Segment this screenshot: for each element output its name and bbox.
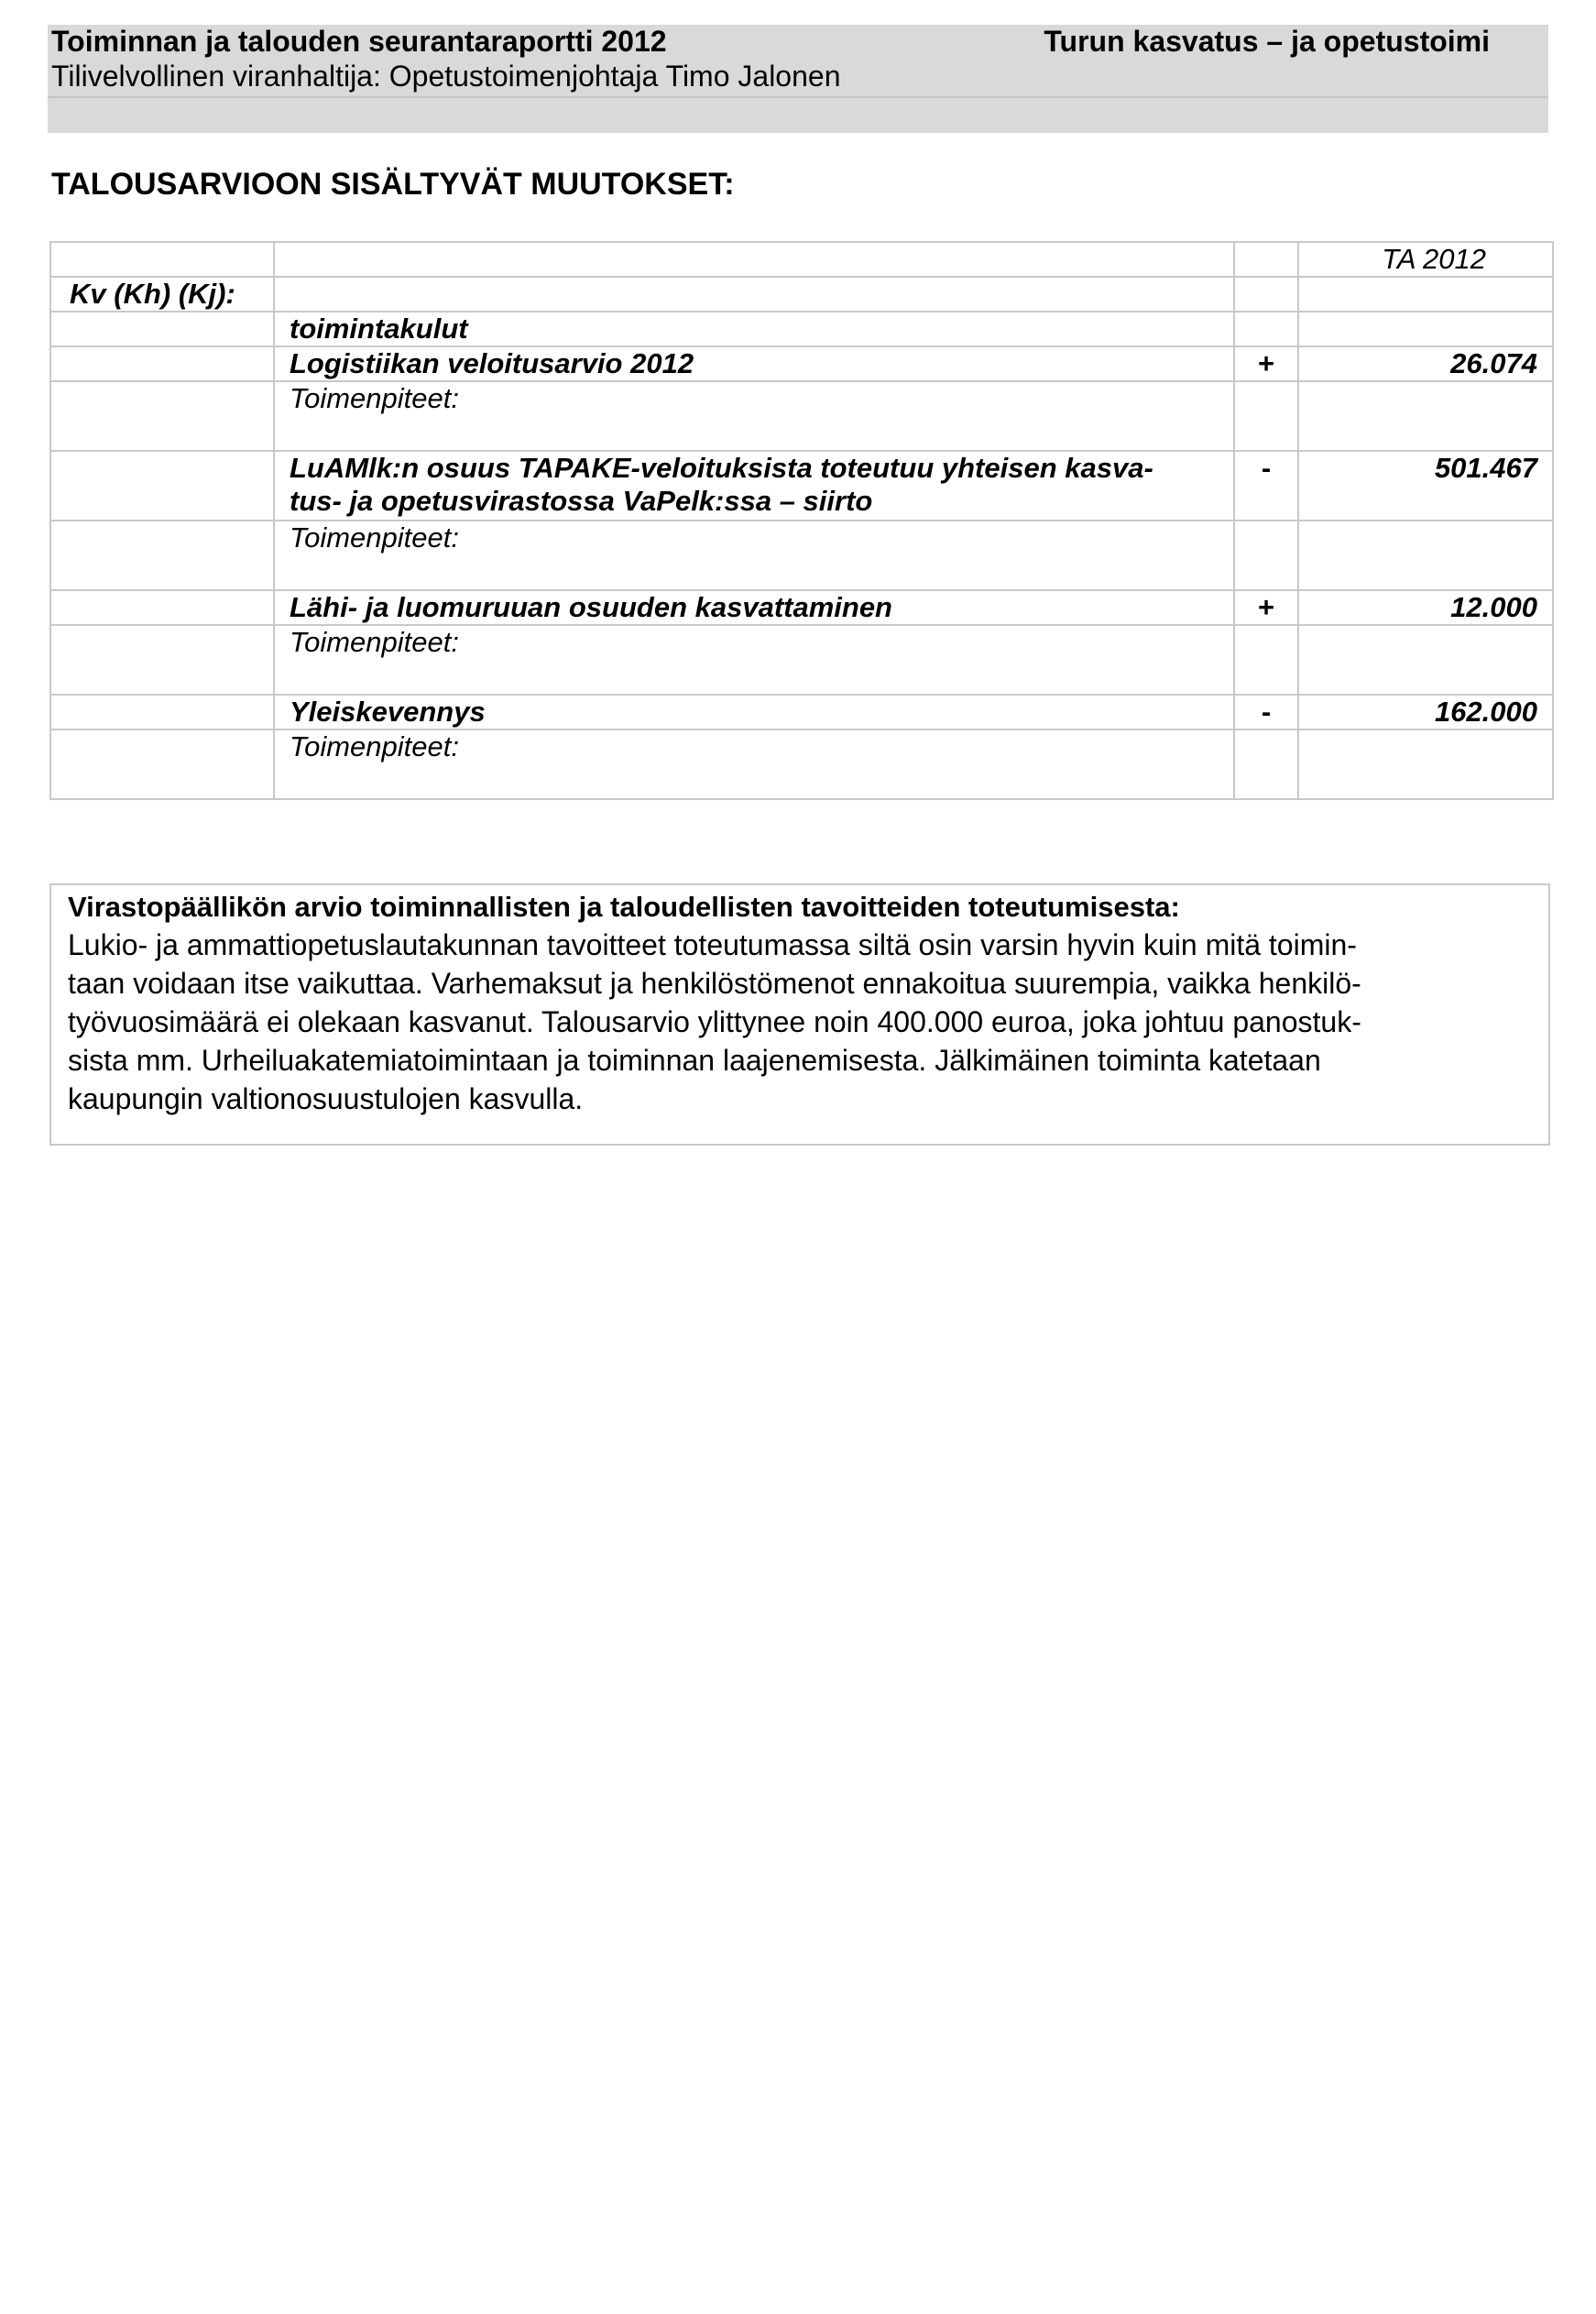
row-label: Kv (Kh) (Kj):: [50, 277, 274, 312]
item-description: Logistiikan veloitusarvio 2012: [274, 346, 1234, 381]
measures-label: Toimenpiteet:: [274, 729, 1234, 799]
measures-label: Toimenpiteet:: [274, 521, 1234, 590]
responsible-officer: Tilivelvollinen viranhaltija: Opetustoimenjohtaja Timo Jalonen: [51, 60, 841, 93]
item-sign: -: [1234, 695, 1298, 729]
item-sign: +: [1234, 346, 1298, 381]
item-description: [274, 451, 1234, 521]
table-row: [50, 312, 1553, 346]
table-row: [50, 277, 1553, 312]
item-description: Yleiskevennys: [274, 695, 1234, 729]
table-row: [50, 625, 1553, 695]
header-divider: [48, 96, 1548, 98]
category-label: toimintakulut: [274, 312, 1234, 346]
assessment-line: sista mm. Urheiluakatemiatoimintaan ja toiminnan laajenemisesta. Jälkimäinen toiminta katetaan: [68, 1044, 1321, 1077]
item-sign: -: [1234, 451, 1298, 521]
assessment-line: kaupungin valtionosuustulojen kasvulla.: [68, 1082, 584, 1115]
table-row: [50, 590, 1553, 625]
assessment-line: työvuosimäärä ei olekaan kasvanut. Talousarvio ylittynee noin 400.000 euroa, joka johtuu panostuk-: [68, 1005, 1361, 1038]
measures-label: Toimenpiteet:: [274, 625, 1234, 695]
table-row: [50, 729, 1553, 799]
item-amount: 26.074: [1298, 346, 1553, 381]
report-title: Toiminnan ja talouden seurantaraportti 2012: [51, 25, 667, 58]
table-row: [50, 695, 1553, 729]
assessment-heading: Virastopäällikön arvio toiminnallisten ja taloudellisten tavoitteiden toteutumisesta:: [68, 891, 1180, 923]
item-amount: 162.000: [1298, 695, 1553, 729]
organization-name: Turun kasvatus – ja opetustoimi: [1044, 25, 1490, 58]
table-row: [50, 381, 1553, 451]
table-row: [50, 451, 1553, 521]
table-row: [50, 521, 1553, 590]
item-description-line: tus- ja opetusvirastossa VaPelk:ssa – siirto: [290, 485, 873, 517]
column-header-ta2012: TA 2012: [1298, 242, 1553, 277]
assessment-line: Lukio- ja ammattiopetuslautakunnan tavoitteet toteutumassa siltä osin varsin hyvin kuin mitä toimin-: [68, 928, 1357, 961]
budget-changes-table: [49, 241, 1554, 800]
item-amount: 12.000: [1298, 590, 1553, 625]
item-sign: +: [1234, 590, 1298, 625]
section-title: TALOUSARVIOON SISÄLTYVÄT MUUTOKSET:: [51, 167, 735, 202]
measures-label: Toimenpiteet:: [274, 381, 1234, 451]
item-amount: 501.467: [1298, 451, 1553, 521]
assessment-text: [68, 926, 1532, 1118]
table-header-row: [50, 242, 1553, 277]
report-header: [48, 25, 1548, 133]
item-description-line: LuAMlk:n osuus TAPAKE-veloituksista toteutuu yhteisen kasva-: [290, 452, 1153, 484]
director-assessment-box: [49, 883, 1550, 1146]
item-description: Lähi- ja luomuruuan osuuden kasvattaminen: [274, 590, 1234, 625]
table-row: [50, 346, 1553, 381]
assessment-line: taan voidaan itse vaikuttaa. Varhemaksut ja henkilöstömenot ennakoitua suurempia, vaikka henkilö-: [68, 967, 1361, 1000]
